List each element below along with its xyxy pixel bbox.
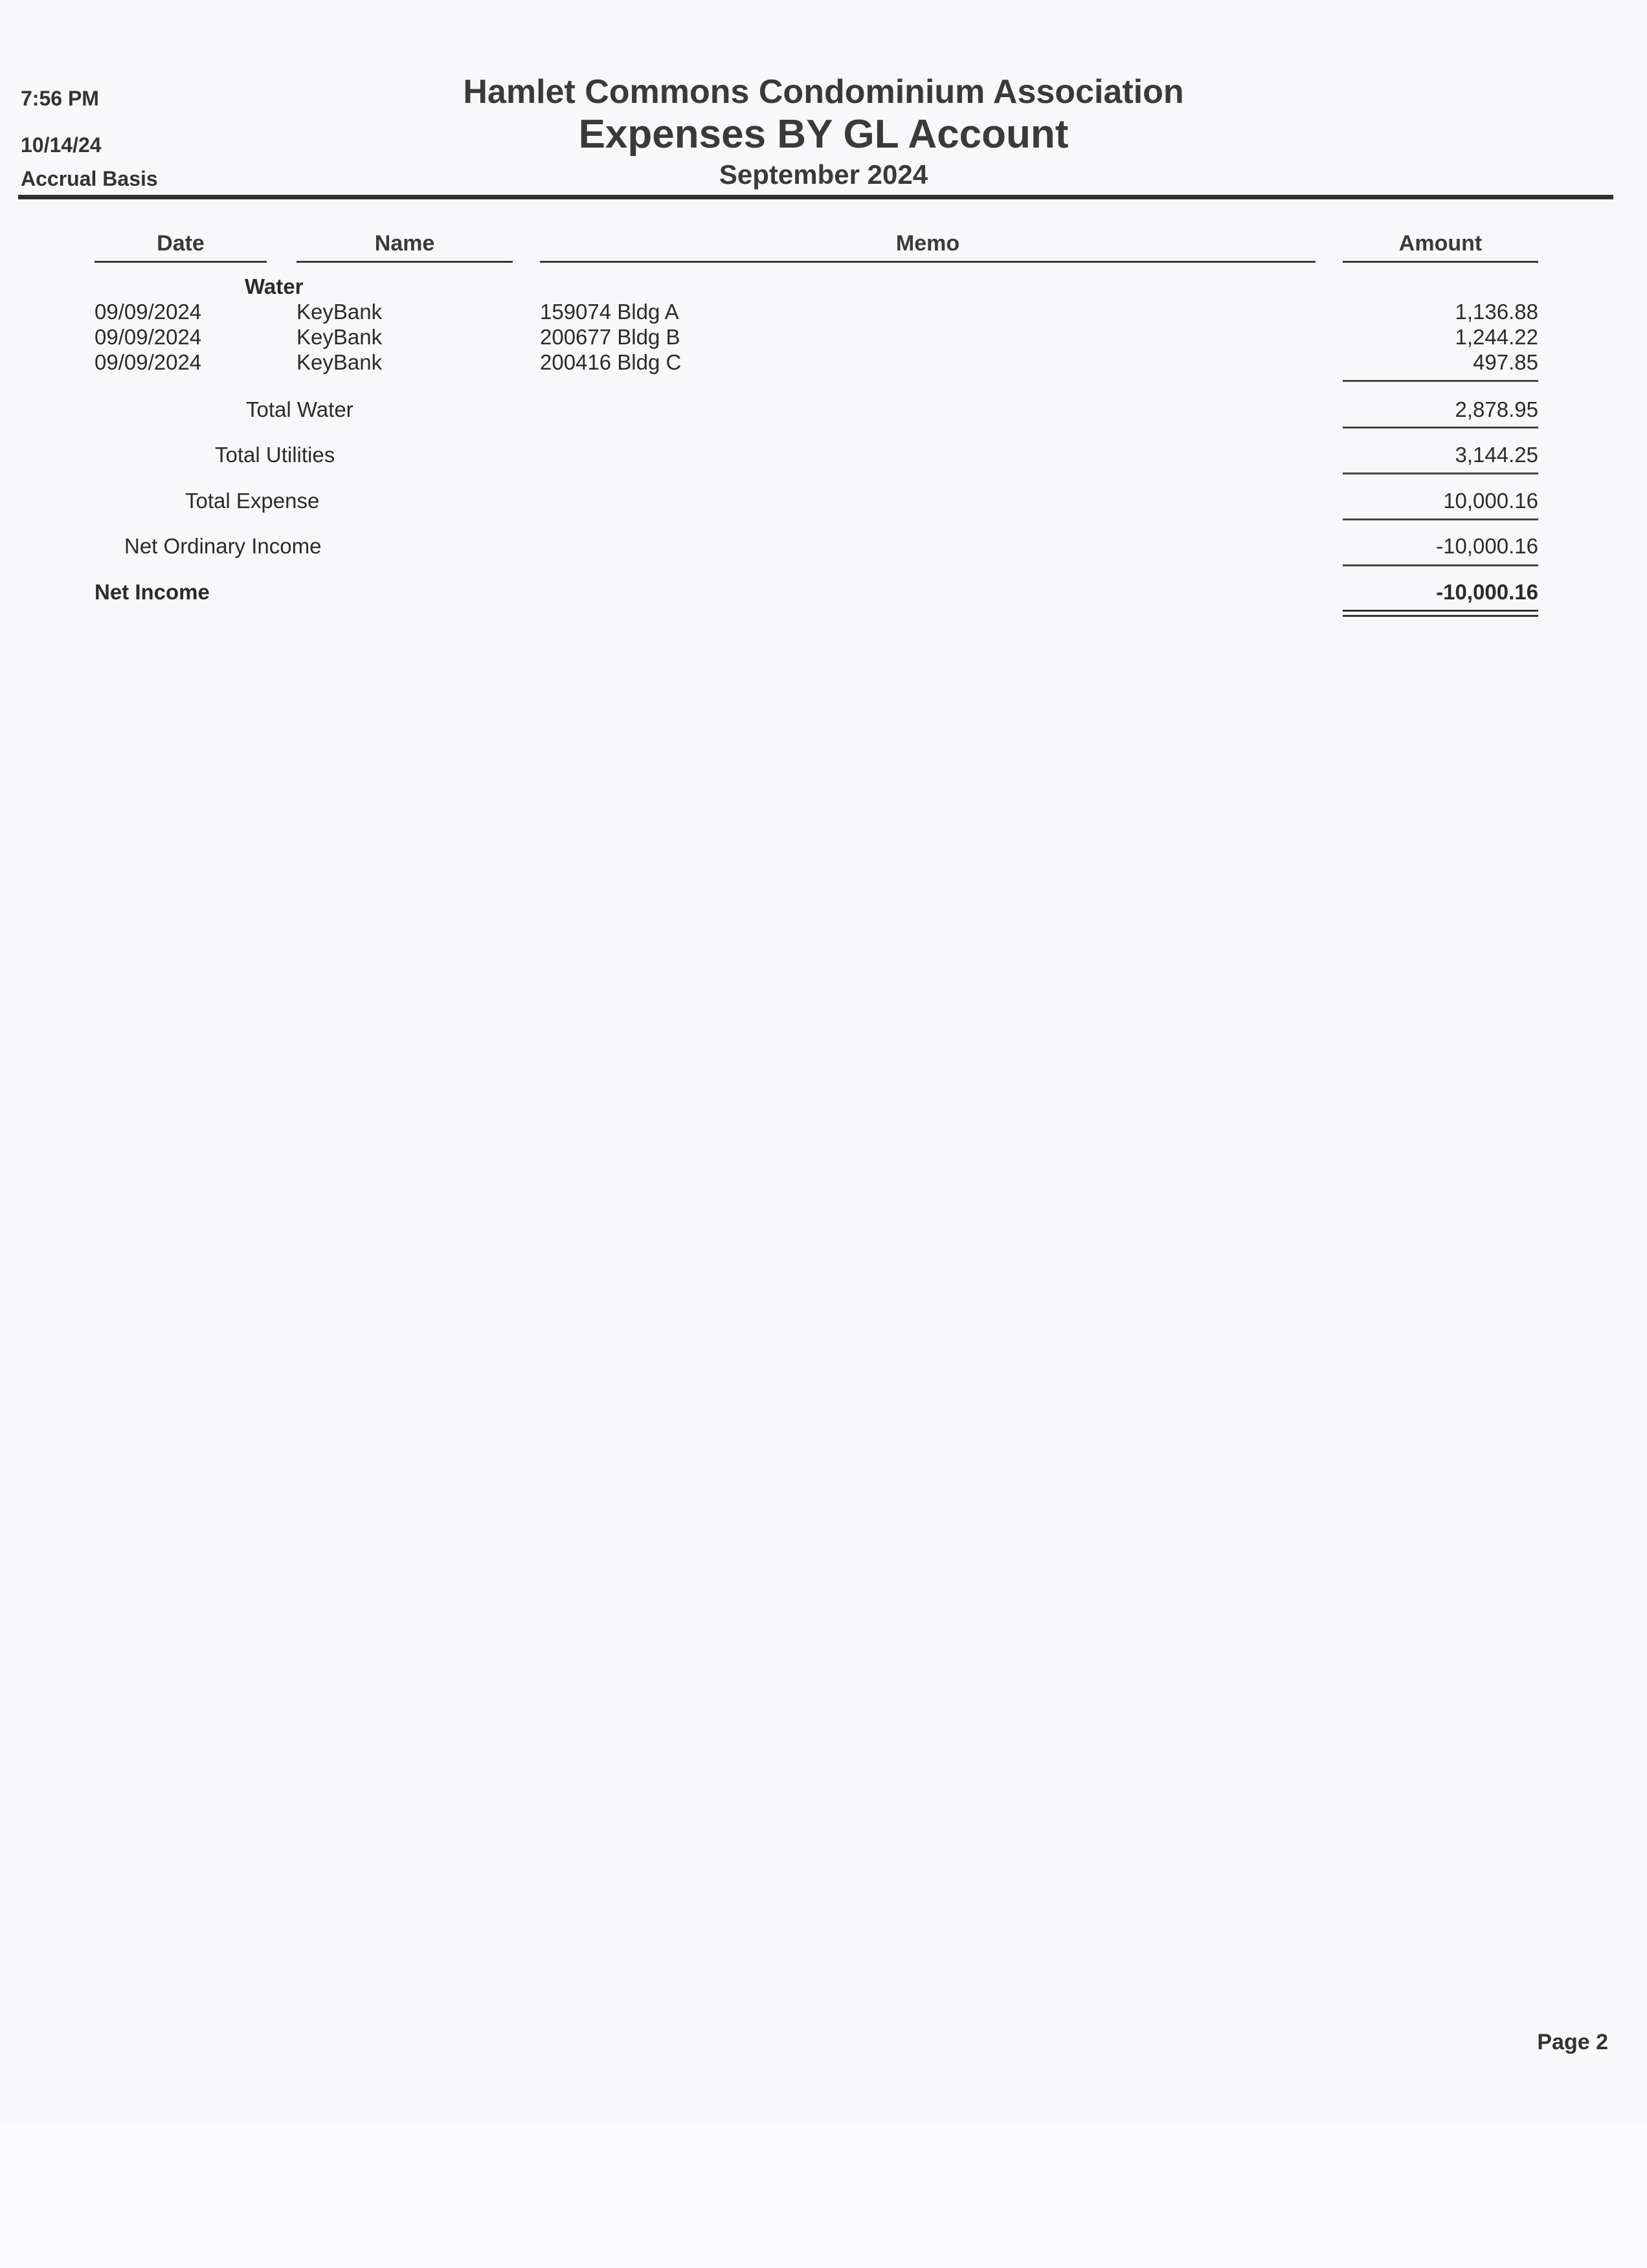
table-row-name: KeyBank	[297, 350, 383, 374]
total-expense-amount: 10,000.16	[1443, 489, 1538, 513]
table-row-amount: 1,136.88	[1455, 300, 1538, 324]
table-row-memo: 200677 Bldg B	[540, 325, 680, 349]
subtotal-rule	[1343, 472, 1538, 474]
column-underline-date	[95, 261, 267, 263]
table-row-name: KeyBank	[297, 300, 383, 324]
report-period: September 2024	[719, 159, 928, 190]
total-utilities-amount: 3,144.25	[1455, 443, 1538, 467]
total-water-label: Total Water	[246, 397, 353, 421]
total-expense-label: Total Expense	[185, 489, 320, 513]
column-underline-memo	[540, 261, 1316, 263]
table-row-date: 09/09/2024	[95, 325, 202, 349]
net-income-label: Net Income	[95, 580, 210, 604]
net-ordinary-income-label: Net Ordinary Income	[124, 534, 322, 558]
total-water-amount: 2,878.95	[1455, 397, 1538, 421]
column-header-date: Date	[157, 231, 205, 256]
total-utilities-label: Total Utilities	[215, 443, 335, 467]
column-header-amount: Amount	[1398, 231, 1483, 256]
table-row-memo: 200416 Bldg C	[540, 350, 682, 374]
subtotal-rule	[1343, 427, 1538, 428]
header-divider	[18, 195, 1613, 199]
table-row-amount: 1,244.22	[1455, 325, 1538, 349]
column-header-memo: Memo	[895, 231, 960, 256]
subtotal-rule	[1343, 518, 1538, 520]
subtotal-rule	[1343, 380, 1538, 382]
column-underline-amount	[1343, 261, 1538, 263]
report-time: 7:56 PM	[21, 87, 99, 110]
grand-total-double-rule	[1343, 610, 1538, 617]
report-date: 10/14/24	[21, 133, 102, 157]
report-title: Expenses BY GL Account	[578, 112, 1069, 157]
table-row-date: 09/09/2024	[95, 350, 202, 374]
subtotal-rule	[1343, 564, 1538, 566]
column-header-name: Name	[374, 231, 435, 256]
table-row-name: KeyBank	[297, 325, 383, 349]
column-underline-name	[297, 261, 513, 263]
section-label-water: Water	[245, 274, 304, 298]
scan-bottom-margin	[0, 2122, 1647, 2268]
table-row-amount: 497.85	[1473, 350, 1538, 374]
report-basis: Accrual Basis	[21, 167, 158, 190]
organization-name: Hamlet Commons Condominium Association	[463, 73, 1184, 111]
page-number: Page 2	[1537, 2030, 1608, 2054]
table-row-memo: 159074 Bldg A	[540, 300, 679, 324]
net-ordinary-income-amount: -10,000.16	[1436, 534, 1538, 558]
net-income-amount: -10,000.16	[1436, 580, 1538, 604]
table-row-date: 09/09/2024	[95, 300, 202, 324]
